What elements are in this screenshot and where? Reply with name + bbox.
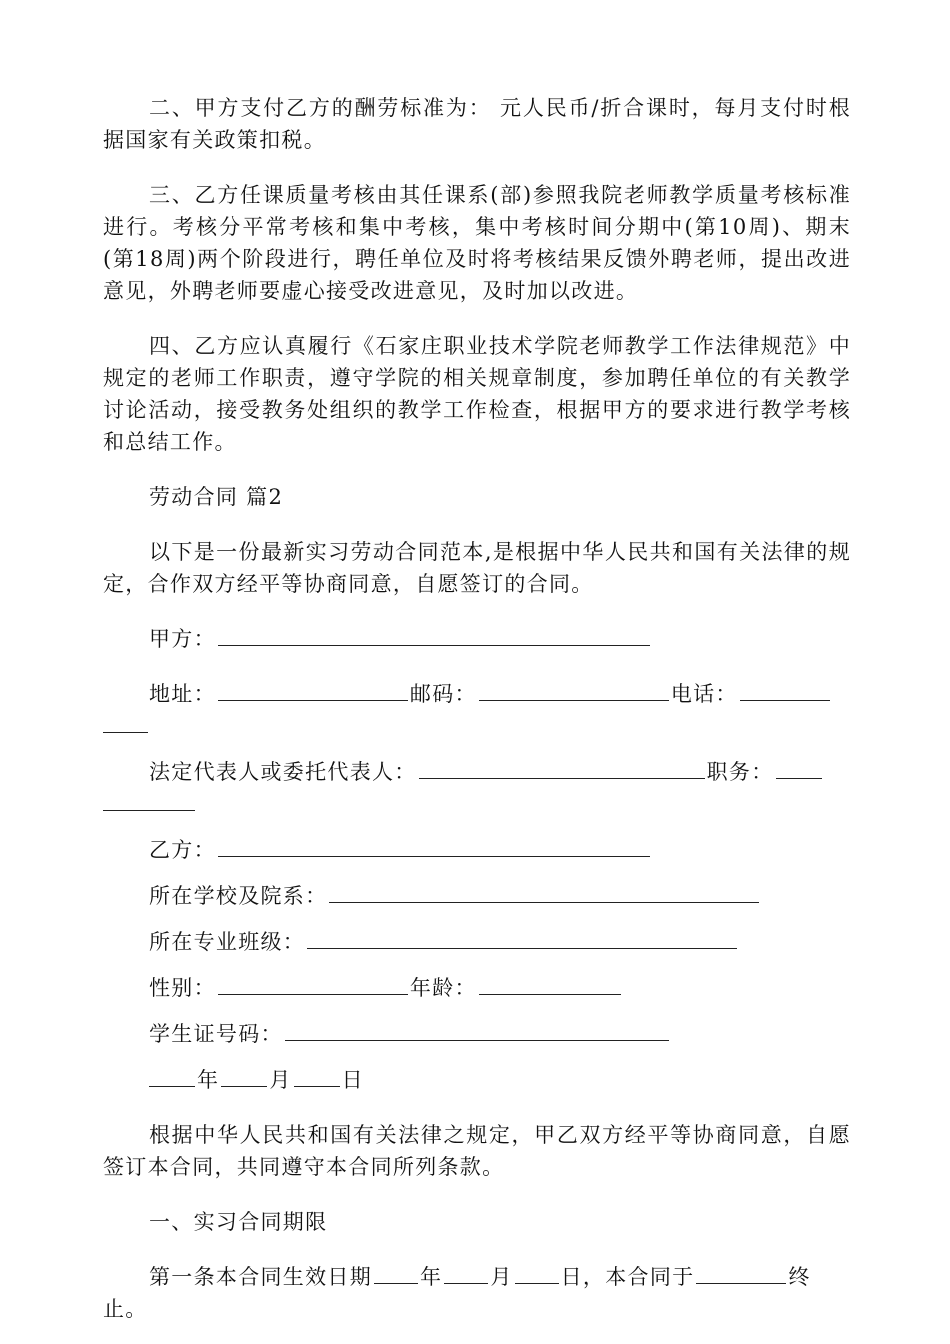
postcode-label: 邮码： — [409, 682, 477, 706]
date-month-blank[interactable] — [221, 1085, 267, 1087]
party-a-label: 甲方： — [149, 627, 216, 651]
address-label: 地址： — [149, 682, 216, 706]
clause-three: 三、乙方任课质量考核由其任课系(部)参照我院老师教学质量考核标准进行。考核分平常考核和集中考核，集中考核时间分期中(第10周)、期末(第18周)两个阶段进行，聘任单位及时将考核结果反馈外聘老师，提出改进意见，外聘老师要虚心接受改进意见，及时加以改进。 — [103, 183, 851, 303]
class-blank[interactable] — [307, 947, 737, 949]
school-blank[interactable] — [329, 901, 759, 903]
gender-label: 性别： — [149, 976, 216, 1000]
party-b-blank[interactable] — [218, 855, 650, 857]
age-label: 年龄： — [409, 976, 477, 1000]
phone-blank-wrap — [103, 710, 851, 742]
field-legal-rep-row — [103, 756, 851, 788]
gender-blank[interactable] — [218, 993, 408, 995]
field-party-b — [103, 834, 851, 866]
date-day-label: 日 — [341, 1068, 364, 1092]
position-blank-wrap — [103, 788, 851, 820]
article-day-blank[interactable] — [515, 1282, 559, 1284]
field-class — [103, 926, 851, 958]
chapter-one-title: 一、实习合同期限 — [149, 1210, 328, 1234]
section-title: 劳动合同 篇2 — [149, 485, 284, 509]
intro-paragraph: 以下是一份最新实习劳动合同范本,是根据中华人民共和国有关法律的规定，合作双方经平等协商同意，自愿签订的合同。 — [103, 540, 851, 596]
field-party-a — [103, 623, 851, 655]
article-day-label: 日，本合同于 — [560, 1265, 695, 1289]
position-label: 职务： — [706, 760, 774, 784]
field-student-id — [103, 1018, 851, 1050]
article-end-1: 终 — [788, 1265, 811, 1289]
phone-blank[interactable] — [740, 699, 830, 701]
party-a-blank[interactable] — [218, 644, 650, 646]
date-row — [103, 1064, 851, 1096]
document-page — [103, 92, 851, 1325]
position-blank-continued[interactable] — [103, 809, 195, 811]
legal-rep-label: 法定代表人或委托代表人： — [149, 760, 417, 784]
class-label: 所在专业班级： — [149, 930, 306, 954]
student-id-label: 学生证号码： — [149, 1022, 283, 1046]
article-one-prefix: 第一条本合同生效日期 — [149, 1265, 372, 1289]
position-blank[interactable] — [776, 777, 822, 779]
article-year-label: 年 — [420, 1265, 443, 1289]
postcode-blank[interactable] — [479, 699, 669, 701]
date-year-blank[interactable] — [149, 1085, 195, 1087]
article-end-blank[interactable] — [696, 1282, 786, 1284]
party-b-label: 乙方： — [149, 838, 216, 862]
clause-two: 二、甲方支付乙方的酬劳标准为： 元人民币/折合课时，每月支付时根据国家有关政策扣税。 — [103, 96, 851, 152]
age-blank[interactable] — [479, 993, 621, 995]
student-id-blank[interactable] — [285, 1039, 669, 1041]
legal-rep-blank[interactable] — [419, 777, 705, 779]
date-day-blank[interactable] — [294, 1085, 340, 1087]
date-year-label: 年 — [197, 1068, 220, 1092]
field-gender-age — [103, 972, 851, 1004]
phone-blank-continued[interactable] — [103, 731, 148, 733]
school-label: 所在学校及院系： — [149, 884, 328, 908]
phone-label: 电话： — [670, 682, 738, 706]
agreement-paragraph: 根据中华人民共和国有关法律之规定，甲乙双方经平等协商同意，自愿签订本合同，共同遵守本合同所列条款。 — [103, 1123, 851, 1179]
article-year-blank[interactable] — [374, 1282, 418, 1284]
clause-four: 四、乙方应认真履行《石家庄职业技术学院老师教学工作法律规范》中规定的老师工作职责，遵守学院的相关规章制度，参加聘任单位的有关教学讨论活动，接受教务处组织的教学工作检查，根据甲方的要求进行教学考核和总结工作。 — [103, 334, 851, 454]
field-school — [103, 880, 851, 912]
article-one — [103, 1261, 851, 1293]
field-address-row — [103, 678, 851, 710]
article-month-label: 月 — [490, 1265, 513, 1289]
date-month-label: 月 — [269, 1068, 292, 1092]
article-month-blank[interactable] — [444, 1282, 488, 1284]
address-blank[interactable] — [218, 699, 408, 701]
article-one-continued: 止。 — [103, 1297, 148, 1321]
